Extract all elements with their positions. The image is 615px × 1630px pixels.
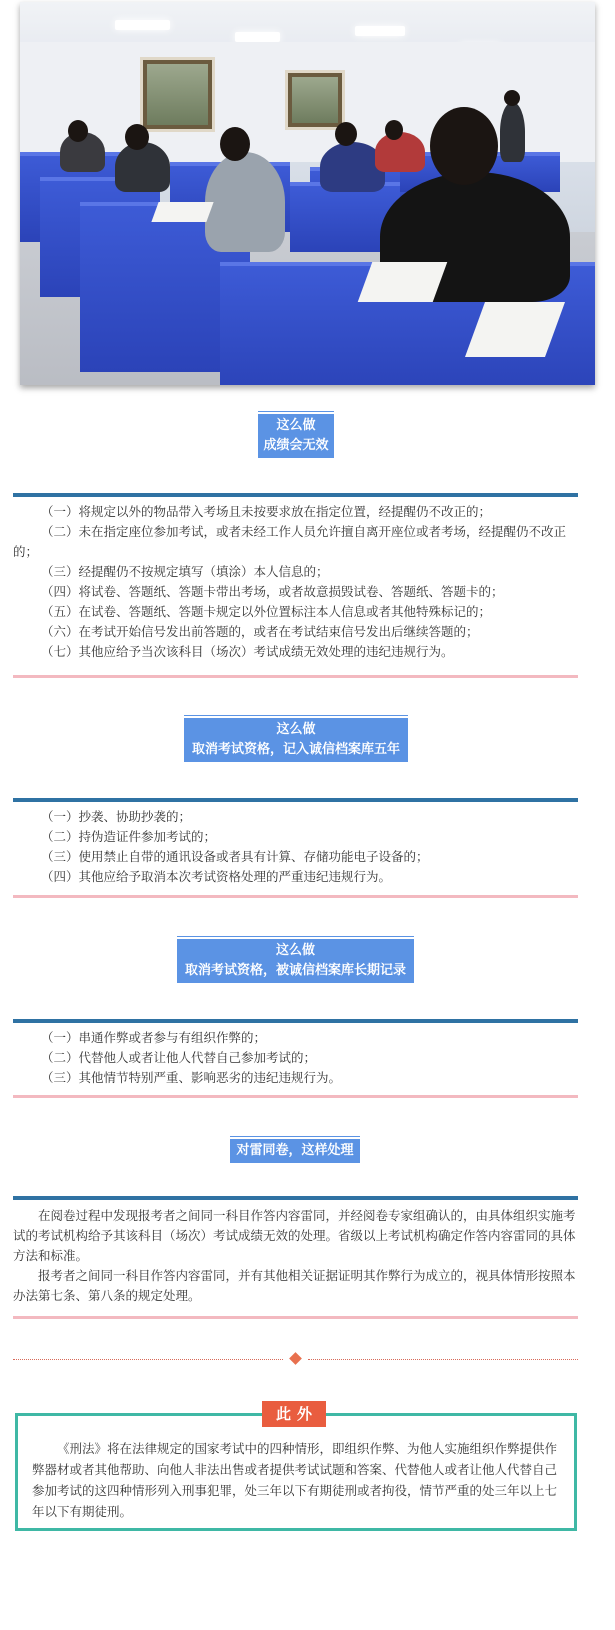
list-item: （四）其他应给予取消本次考试资格处理的严重违纪违规行为。 xyxy=(41,869,392,884)
heading-line-1: 这么做 xyxy=(276,418,316,433)
list-item: （四）将试卷、答题纸、答题卡带出考场，或者故意损毁试卷、答题纸、答题卡的； xyxy=(41,584,504,599)
heading-line-2: 成绩会无效 xyxy=(263,438,329,453)
list-item: （三）其他情节特别严重、影响恶劣的违纪违规行为。 xyxy=(41,1070,342,1085)
list-item: （三）经提醒仍不按规定填写（填涂）本人信息的； xyxy=(41,564,329,579)
list-item: （二）未在指定座位参加考试，或者未经工作人员允许擅自离开座位或者考场，经提醒仍不改正的； xyxy=(13,524,567,559)
heading-line-1: 这么做 xyxy=(275,943,315,958)
list-item: （三）使用禁止自带的通讯设备或者具有计算、存储功能电子设备的； xyxy=(41,849,429,864)
heading-line-2: 取消考试资格，被诚信档案库长期记录 xyxy=(184,963,406,978)
diamond-icon xyxy=(289,1352,302,1365)
section-heading-cancel-long xyxy=(177,939,414,983)
paragraph: 在阅卷过程中发现报考者之间同一科目作答内容雷同，并经阅卷专家组确认的，由具体组织实施考试的考试机构给予其该科目（场次）考试成绩无效的处理。省级以上考试机构确定作答内容雷同的具体方法和标准。 xyxy=(13,1208,576,1263)
divider-right xyxy=(308,1359,578,1360)
list-item: （五）在试卷、答题纸、答题卡规定以外位置标注本人信息或者其他特殊标记的； xyxy=(41,604,492,619)
section-bar-top xyxy=(13,1196,578,1200)
section-bar-bottom xyxy=(13,895,578,898)
section-bar-top xyxy=(13,493,578,497)
list-item: （一）串通作弊或者参与有组织作弊的； xyxy=(41,1030,267,1045)
section-body-cancel5 xyxy=(13,807,578,887)
divider-left xyxy=(13,1359,283,1360)
section-body-invalid xyxy=(13,502,578,662)
paragraph: 报考者之间同一科目作答内容雷同，并有其他相关证据证明其作弊行为成立的，视具体情形按照本办法第七条、第八条的规定处理。 xyxy=(13,1268,576,1303)
section-heading-invalid xyxy=(258,414,334,458)
exam-room-photo xyxy=(20,2,595,385)
section-bar-top xyxy=(13,1019,578,1023)
list-item: （一）将规定以外的物品带入考场且未按要求放在指定位置，经提醒仍不改正的； xyxy=(41,504,492,519)
section-bar-bottom xyxy=(13,1095,578,1098)
list-item: （六）在考试开始信号发出前答题的，或者在考试结束信号发出后继续答题的； xyxy=(41,624,479,639)
section-heading-similar xyxy=(230,1139,360,1163)
section-body-cancel-long xyxy=(13,1028,578,1088)
section-heading-cancel5 xyxy=(184,718,408,762)
list-item: （二）持伪造证件参加考试的； xyxy=(41,829,217,844)
list-item: （一）抄袭、协助抄袭的； xyxy=(41,809,192,824)
extra-label: 此外 xyxy=(262,1401,326,1427)
section-body-similar xyxy=(13,1206,578,1306)
list-item: （二）代替他人或者让他人代替自己参加考试的； xyxy=(41,1050,317,1065)
list-item: （七）其他应给予当次该科目（场次）考试成绩无效处理的违纪违规行为。 xyxy=(41,644,454,659)
extra-text: 《刑法》将在法律规定的国家考试中的四种情形，即组织作弊、为他人实施组织作弊提供作弊器材或者其他帮助、向他人非法出售或者提供考试试题和答案、代替他人或者让他人代替自己参加考试的这四种情形列入刑事犯罪，处三年以下有期徒刑或者拘役，情节严重的处三年以上七年以下有期徒刑。 xyxy=(32,1441,558,1519)
section-bar-top xyxy=(13,798,578,802)
heading-line-1: 这么做 xyxy=(276,722,316,737)
section-bar-bottom xyxy=(13,1316,578,1319)
heading-line-2: 取消考试资格，记入诚信档案库五年 xyxy=(191,742,400,757)
heading-line-1: 对雷同卷，这样处理 xyxy=(236,1143,354,1158)
section-bar-bottom xyxy=(13,675,578,678)
